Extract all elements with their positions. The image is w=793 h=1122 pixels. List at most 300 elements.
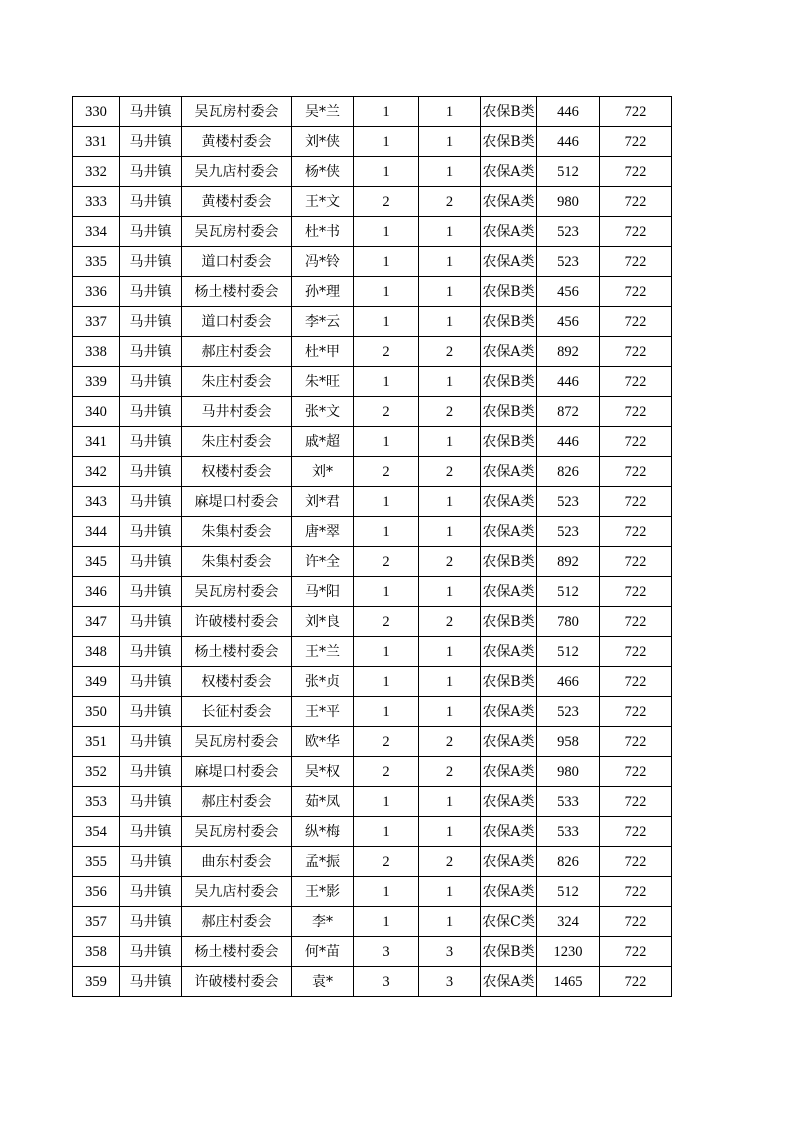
cell-amount: 892 — [537, 547, 600, 577]
cell-standard: 722 — [600, 217, 672, 247]
cell-household-count: 1 — [354, 97, 419, 127]
cell-insurance-category: 农保A类 — [481, 247, 537, 277]
cell-person-name: 何*苗 — [292, 937, 354, 967]
cell-row-number: 341 — [73, 427, 120, 457]
cell-household-count: 1 — [354, 307, 419, 337]
cell-covered-count: 1 — [419, 877, 481, 907]
cell-person-name: 马*阳 — [292, 577, 354, 607]
cell-amount: 533 — [537, 817, 600, 847]
cell-household-count: 1 — [354, 577, 419, 607]
cell-village-committee: 道口村委会 — [182, 247, 292, 277]
table-row — [73, 907, 672, 937]
cell-covered-count: 2 — [419, 607, 481, 637]
cell-household-count: 1 — [354, 247, 419, 277]
cell-insurance-category: 农保B类 — [481, 127, 537, 157]
cell-village-committee: 吴九店村委会 — [182, 157, 292, 187]
cell-standard: 722 — [600, 727, 672, 757]
cell-covered-count: 1 — [419, 367, 481, 397]
cell-standard: 722 — [600, 757, 672, 787]
cell-insurance-category: 农保A类 — [481, 577, 537, 607]
table-row — [73, 307, 672, 337]
cell-insurance-category: 农保B类 — [481, 937, 537, 967]
cell-covered-count: 1 — [419, 127, 481, 157]
cell-insurance-category: 农保B类 — [481, 307, 537, 337]
cell-covered-count: 1 — [419, 277, 481, 307]
cell-amount: 826 — [537, 457, 600, 487]
cell-standard: 722 — [600, 517, 672, 547]
cell-town: 马井镇 — [120, 307, 182, 337]
cell-standard: 722 — [600, 277, 672, 307]
cell-covered-count: 1 — [419, 667, 481, 697]
cell-row-number: 336 — [73, 277, 120, 307]
cell-village-committee: 许破楼村委会 — [182, 607, 292, 637]
cell-row-number: 349 — [73, 667, 120, 697]
cell-town: 马井镇 — [120, 97, 182, 127]
cell-person-name: 张*文 — [292, 397, 354, 427]
cell-village-committee: 曲东村委会 — [182, 847, 292, 877]
cell-amount: 523 — [537, 247, 600, 277]
cell-amount: 523 — [537, 217, 600, 247]
cell-person-name: 张*贞 — [292, 667, 354, 697]
cell-person-name: 刘*侠 — [292, 127, 354, 157]
cell-insurance-category: 农保A类 — [481, 967, 537, 997]
cell-village-committee: 长征村委会 — [182, 697, 292, 727]
cell-household-count: 1 — [354, 817, 419, 847]
cell-standard: 722 — [600, 697, 672, 727]
table-row — [73, 187, 672, 217]
table-row — [73, 757, 672, 787]
cell-standard: 722 — [600, 547, 672, 577]
cell-village-committee: 麻堤口村委会 — [182, 487, 292, 517]
cell-household-count: 1 — [354, 427, 419, 457]
cell-row-number: 352 — [73, 757, 120, 787]
cell-amount: 324 — [537, 907, 600, 937]
cell-standard: 722 — [600, 577, 672, 607]
cell-insurance-category: 农保A类 — [481, 817, 537, 847]
cell-covered-count: 2 — [419, 187, 481, 217]
cell-covered-count: 1 — [419, 307, 481, 337]
cell-covered-count: 1 — [419, 217, 481, 247]
cell-insurance-category: 农保B类 — [481, 547, 537, 577]
cell-amount: 1465 — [537, 967, 600, 997]
cell-town: 马井镇 — [120, 217, 182, 247]
cell-town: 马井镇 — [120, 517, 182, 547]
cell-village-committee: 麻堤口村委会 — [182, 757, 292, 787]
cell-household-count: 1 — [354, 877, 419, 907]
table-row — [73, 877, 672, 907]
cell-row-number: 337 — [73, 307, 120, 337]
cell-insurance-category: 农保A类 — [481, 787, 537, 817]
cell-household-count: 1 — [354, 907, 419, 937]
cell-row-number: 335 — [73, 247, 120, 277]
cell-row-number: 348 — [73, 637, 120, 667]
table-row — [73, 487, 672, 517]
cell-insurance-category: 农保A类 — [481, 847, 537, 877]
cell-insurance-category: 农保B类 — [481, 277, 537, 307]
cell-covered-count: 1 — [419, 517, 481, 547]
cell-covered-count: 2 — [419, 397, 481, 427]
cell-row-number: 346 — [73, 577, 120, 607]
cell-household-count: 2 — [354, 457, 419, 487]
cell-village-committee: 郝庄村委会 — [182, 337, 292, 367]
cell-household-count: 2 — [354, 187, 419, 217]
cell-standard: 722 — [600, 97, 672, 127]
table-row — [73, 157, 672, 187]
cell-standard: 722 — [600, 337, 672, 367]
cell-town: 马井镇 — [120, 397, 182, 427]
cell-household-count: 1 — [354, 277, 419, 307]
cell-amount: 523 — [537, 487, 600, 517]
cell-standard: 722 — [600, 487, 672, 517]
cell-town: 马井镇 — [120, 127, 182, 157]
cell-row-number: 334 — [73, 217, 120, 247]
cell-covered-count: 2 — [419, 727, 481, 757]
cell-household-count: 1 — [354, 217, 419, 247]
cell-village-committee: 朱集村委会 — [182, 517, 292, 547]
cell-person-name: 戚*超 — [292, 427, 354, 457]
cell-village-committee: 马井村委会 — [182, 397, 292, 427]
table-row — [73, 457, 672, 487]
cell-covered-count: 3 — [419, 967, 481, 997]
cell-village-committee: 吴瓦房村委会 — [182, 727, 292, 757]
cell-row-number: 345 — [73, 547, 120, 577]
cell-person-name: 朱*旺 — [292, 367, 354, 397]
table-row — [73, 397, 672, 427]
cell-standard: 722 — [600, 667, 672, 697]
table-row — [73, 727, 672, 757]
cell-amount: 512 — [537, 637, 600, 667]
cell-amount: 512 — [537, 577, 600, 607]
cell-village-committee: 黄楼村委会 — [182, 187, 292, 217]
cell-person-name: 李* — [292, 907, 354, 937]
cell-town: 马井镇 — [120, 157, 182, 187]
cell-standard: 722 — [600, 307, 672, 337]
table-row — [73, 847, 672, 877]
cell-village-committee: 杨土楼村委会 — [182, 637, 292, 667]
cell-amount: 533 — [537, 787, 600, 817]
table-row — [73, 97, 672, 127]
cell-household-count: 1 — [354, 787, 419, 817]
cell-village-committee: 杨土楼村委会 — [182, 277, 292, 307]
cell-village-committee: 吴九店村委会 — [182, 877, 292, 907]
cell-standard: 722 — [600, 457, 672, 487]
cell-insurance-category: 农保A类 — [481, 337, 537, 367]
cell-amount: 512 — [537, 157, 600, 187]
cell-village-committee: 郝庄村委会 — [182, 907, 292, 937]
cell-covered-count: 1 — [419, 577, 481, 607]
cell-town: 马井镇 — [120, 637, 182, 667]
cell-village-committee: 吴瓦房村委会 — [182, 217, 292, 247]
cell-person-name: 王*兰 — [292, 637, 354, 667]
cell-town: 马井镇 — [120, 607, 182, 637]
cell-insurance-category: 农保B类 — [481, 607, 537, 637]
cell-covered-count: 2 — [419, 547, 481, 577]
cell-covered-count: 1 — [419, 817, 481, 847]
cell-row-number: 344 — [73, 517, 120, 547]
cell-row-number: 350 — [73, 697, 120, 727]
cell-household-count: 1 — [354, 667, 419, 697]
cell-household-count: 2 — [354, 337, 419, 367]
cell-town: 马井镇 — [120, 937, 182, 967]
cell-row-number: 347 — [73, 607, 120, 637]
cell-village-committee: 杨土楼村委会 — [182, 937, 292, 967]
cell-town: 马井镇 — [120, 757, 182, 787]
cell-town: 马井镇 — [120, 277, 182, 307]
table-body — [73, 97, 672, 997]
table-row — [73, 967, 672, 997]
cell-amount: 512 — [537, 877, 600, 907]
cell-person-name: 李*云 — [292, 307, 354, 337]
cell-standard: 722 — [600, 397, 672, 427]
cell-amount: 456 — [537, 277, 600, 307]
cell-person-name: 王*平 — [292, 697, 354, 727]
cell-household-count: 2 — [354, 727, 419, 757]
cell-person-name: 唐*翠 — [292, 517, 354, 547]
cell-insurance-category: 农保B类 — [481, 397, 537, 427]
cell-standard: 722 — [600, 187, 672, 217]
cell-household-count: 3 — [354, 967, 419, 997]
cell-person-name: 许*全 — [292, 547, 354, 577]
cell-row-number: 343 — [73, 487, 120, 517]
cell-household-count: 2 — [354, 757, 419, 787]
cell-insurance-category: 农保C类 — [481, 907, 537, 937]
cell-insurance-category: 农保A类 — [481, 757, 537, 787]
cell-insurance-category: 农保B类 — [481, 367, 537, 397]
table-row — [73, 787, 672, 817]
cell-amount: 456 — [537, 307, 600, 337]
table-row — [73, 697, 672, 727]
table-row — [73, 277, 672, 307]
cell-household-count: 1 — [354, 157, 419, 187]
cell-amount: 446 — [537, 427, 600, 457]
cell-person-name: 刘* — [292, 457, 354, 487]
cell-insurance-category: 农保A类 — [481, 187, 537, 217]
cell-covered-count: 1 — [419, 697, 481, 727]
table-row — [73, 427, 672, 457]
cell-town: 马井镇 — [120, 877, 182, 907]
table-row — [73, 127, 672, 157]
cell-standard: 722 — [600, 787, 672, 817]
cell-household-count: 2 — [354, 847, 419, 877]
cell-amount: 892 — [537, 337, 600, 367]
cell-amount: 872 — [537, 397, 600, 427]
cell-standard: 722 — [600, 157, 672, 187]
cell-household-count: 1 — [354, 487, 419, 517]
table-row — [73, 547, 672, 577]
cell-covered-count: 2 — [419, 337, 481, 367]
table-row — [73, 817, 672, 847]
cell-row-number: 338 — [73, 337, 120, 367]
cell-insurance-category: 农保A类 — [481, 727, 537, 757]
cell-town: 马井镇 — [120, 667, 182, 697]
cell-insurance-category: 农保A类 — [481, 697, 537, 727]
table-row — [73, 637, 672, 667]
cell-village-committee: 郝庄村委会 — [182, 787, 292, 817]
cell-standard: 722 — [600, 877, 672, 907]
table-row — [73, 667, 672, 697]
cell-person-name: 孟*振 — [292, 847, 354, 877]
cell-amount: 446 — [537, 367, 600, 397]
cell-insurance-category: 农保A类 — [481, 637, 537, 667]
cell-row-number: 353 — [73, 787, 120, 817]
cell-covered-count: 1 — [419, 637, 481, 667]
cell-household-count: 2 — [354, 397, 419, 427]
data-table — [72, 96, 672, 997]
cell-row-number: 339 — [73, 367, 120, 397]
cell-amount: 523 — [537, 517, 600, 547]
cell-standard: 722 — [600, 427, 672, 457]
cell-row-number: 357 — [73, 907, 120, 937]
cell-insurance-category: 农保A类 — [481, 217, 537, 247]
cell-insurance-category: 农保B类 — [481, 427, 537, 457]
table-row — [73, 337, 672, 367]
cell-town: 马井镇 — [120, 697, 182, 727]
cell-amount: 980 — [537, 187, 600, 217]
cell-village-committee: 道口村委会 — [182, 307, 292, 337]
cell-person-name: 袁* — [292, 967, 354, 997]
cell-row-number: 340 — [73, 397, 120, 427]
cell-household-count: 2 — [354, 547, 419, 577]
cell-person-name: 刘*良 — [292, 607, 354, 637]
cell-person-name: 孙*理 — [292, 277, 354, 307]
cell-town: 马井镇 — [120, 727, 182, 757]
cell-row-number: 356 — [73, 877, 120, 907]
cell-town: 马井镇 — [120, 247, 182, 277]
table-row — [73, 217, 672, 247]
cell-household-count: 1 — [354, 367, 419, 397]
cell-standard: 722 — [600, 937, 672, 967]
cell-town: 马井镇 — [120, 577, 182, 607]
cell-household-count: 1 — [354, 127, 419, 157]
cell-village-committee: 吴瓦房村委会 — [182, 97, 292, 127]
cell-town: 马井镇 — [120, 787, 182, 817]
cell-village-committee: 朱集村委会 — [182, 547, 292, 577]
cell-standard: 722 — [600, 367, 672, 397]
cell-standard: 722 — [600, 637, 672, 667]
cell-row-number: 333 — [73, 187, 120, 217]
cell-household-count: 1 — [354, 637, 419, 667]
cell-covered-count: 1 — [419, 427, 481, 457]
cell-insurance-category: 农保A类 — [481, 517, 537, 547]
cell-person-name: 杨*侠 — [292, 157, 354, 187]
cell-insurance-category: 农保B类 — [481, 667, 537, 697]
cell-covered-count: 3 — [419, 937, 481, 967]
cell-row-number: 342 — [73, 457, 120, 487]
cell-standard: 722 — [600, 127, 672, 157]
cell-row-number: 330 — [73, 97, 120, 127]
cell-person-name: 吴*兰 — [292, 97, 354, 127]
cell-row-number: 355 — [73, 847, 120, 877]
cell-amount: 446 — [537, 97, 600, 127]
cell-person-name: 冯*铃 — [292, 247, 354, 277]
cell-village-committee: 吴瓦房村委会 — [182, 577, 292, 607]
cell-amount: 466 — [537, 667, 600, 697]
table-row — [73, 247, 672, 277]
cell-town: 马井镇 — [120, 847, 182, 877]
cell-town: 马井镇 — [120, 457, 182, 487]
cell-person-name: 茹*凤 — [292, 787, 354, 817]
cell-standard: 722 — [600, 817, 672, 847]
table-row — [73, 517, 672, 547]
cell-village-committee: 黄楼村委会 — [182, 127, 292, 157]
cell-amount: 523 — [537, 697, 600, 727]
cell-insurance-category: 农保A类 — [481, 877, 537, 907]
cell-insurance-category: 农保A类 — [481, 457, 537, 487]
table-row — [73, 937, 672, 967]
cell-standard: 722 — [600, 607, 672, 637]
cell-person-name: 吴*权 — [292, 757, 354, 787]
cell-household-count: 2 — [354, 607, 419, 637]
cell-town: 马井镇 — [120, 187, 182, 217]
cell-covered-count: 1 — [419, 157, 481, 187]
cell-standard: 722 — [600, 847, 672, 877]
cell-person-name: 欧*华 — [292, 727, 354, 757]
cell-row-number: 358 — [73, 937, 120, 967]
table-row — [73, 577, 672, 607]
cell-row-number: 354 — [73, 817, 120, 847]
cell-amount: 1230 — [537, 937, 600, 967]
cell-row-number: 351 — [73, 727, 120, 757]
cell-insurance-category: 农保A类 — [481, 157, 537, 187]
cell-village-committee: 权楼村委会 — [182, 457, 292, 487]
table-row — [73, 607, 672, 637]
cell-town: 马井镇 — [120, 547, 182, 577]
cell-household-count: 1 — [354, 697, 419, 727]
cell-person-name: 王*影 — [292, 877, 354, 907]
cell-town: 马井镇 — [120, 907, 182, 937]
cell-amount: 980 — [537, 757, 600, 787]
cell-amount: 780 — [537, 607, 600, 637]
cell-person-name: 纵*梅 — [292, 817, 354, 847]
cell-person-name: 杜*书 — [292, 217, 354, 247]
cell-covered-count: 2 — [419, 847, 481, 877]
cell-covered-count: 1 — [419, 787, 481, 817]
cell-village-committee: 吴瓦房村委会 — [182, 817, 292, 847]
cell-covered-count: 1 — [419, 907, 481, 937]
cell-town: 马井镇 — [120, 817, 182, 847]
cell-village-committee: 权楼村委会 — [182, 667, 292, 697]
cell-insurance-category: 农保B类 — [481, 97, 537, 127]
cell-town: 马井镇 — [120, 367, 182, 397]
cell-amount: 446 — [537, 127, 600, 157]
cell-amount: 958 — [537, 727, 600, 757]
cell-amount: 826 — [537, 847, 600, 877]
cell-person-name: 刘*君 — [292, 487, 354, 517]
cell-covered-count: 2 — [419, 457, 481, 487]
cell-household-count: 1 — [354, 517, 419, 547]
cell-covered-count: 1 — [419, 97, 481, 127]
cell-standard: 722 — [600, 907, 672, 937]
cell-insurance-category: 农保A类 — [481, 487, 537, 517]
cell-village-committee: 朱庄村委会 — [182, 427, 292, 457]
cell-village-committee: 朱庄村委会 — [182, 367, 292, 397]
cell-village-committee: 许破楼村委会 — [182, 967, 292, 997]
cell-row-number: 331 — [73, 127, 120, 157]
cell-standard: 722 — [600, 247, 672, 277]
cell-person-name: 王*文 — [292, 187, 354, 217]
cell-town: 马井镇 — [120, 337, 182, 367]
cell-town: 马井镇 — [120, 487, 182, 517]
cell-covered-count: 2 — [419, 757, 481, 787]
cell-town: 马井镇 — [120, 967, 182, 997]
cell-person-name: 杜*甲 — [292, 337, 354, 367]
cell-row-number: 332 — [73, 157, 120, 187]
cell-covered-count: 1 — [419, 247, 481, 277]
table-row — [73, 367, 672, 397]
cell-covered-count: 1 — [419, 487, 481, 517]
cell-standard: 722 — [600, 967, 672, 997]
cell-row-number: 359 — [73, 967, 120, 997]
